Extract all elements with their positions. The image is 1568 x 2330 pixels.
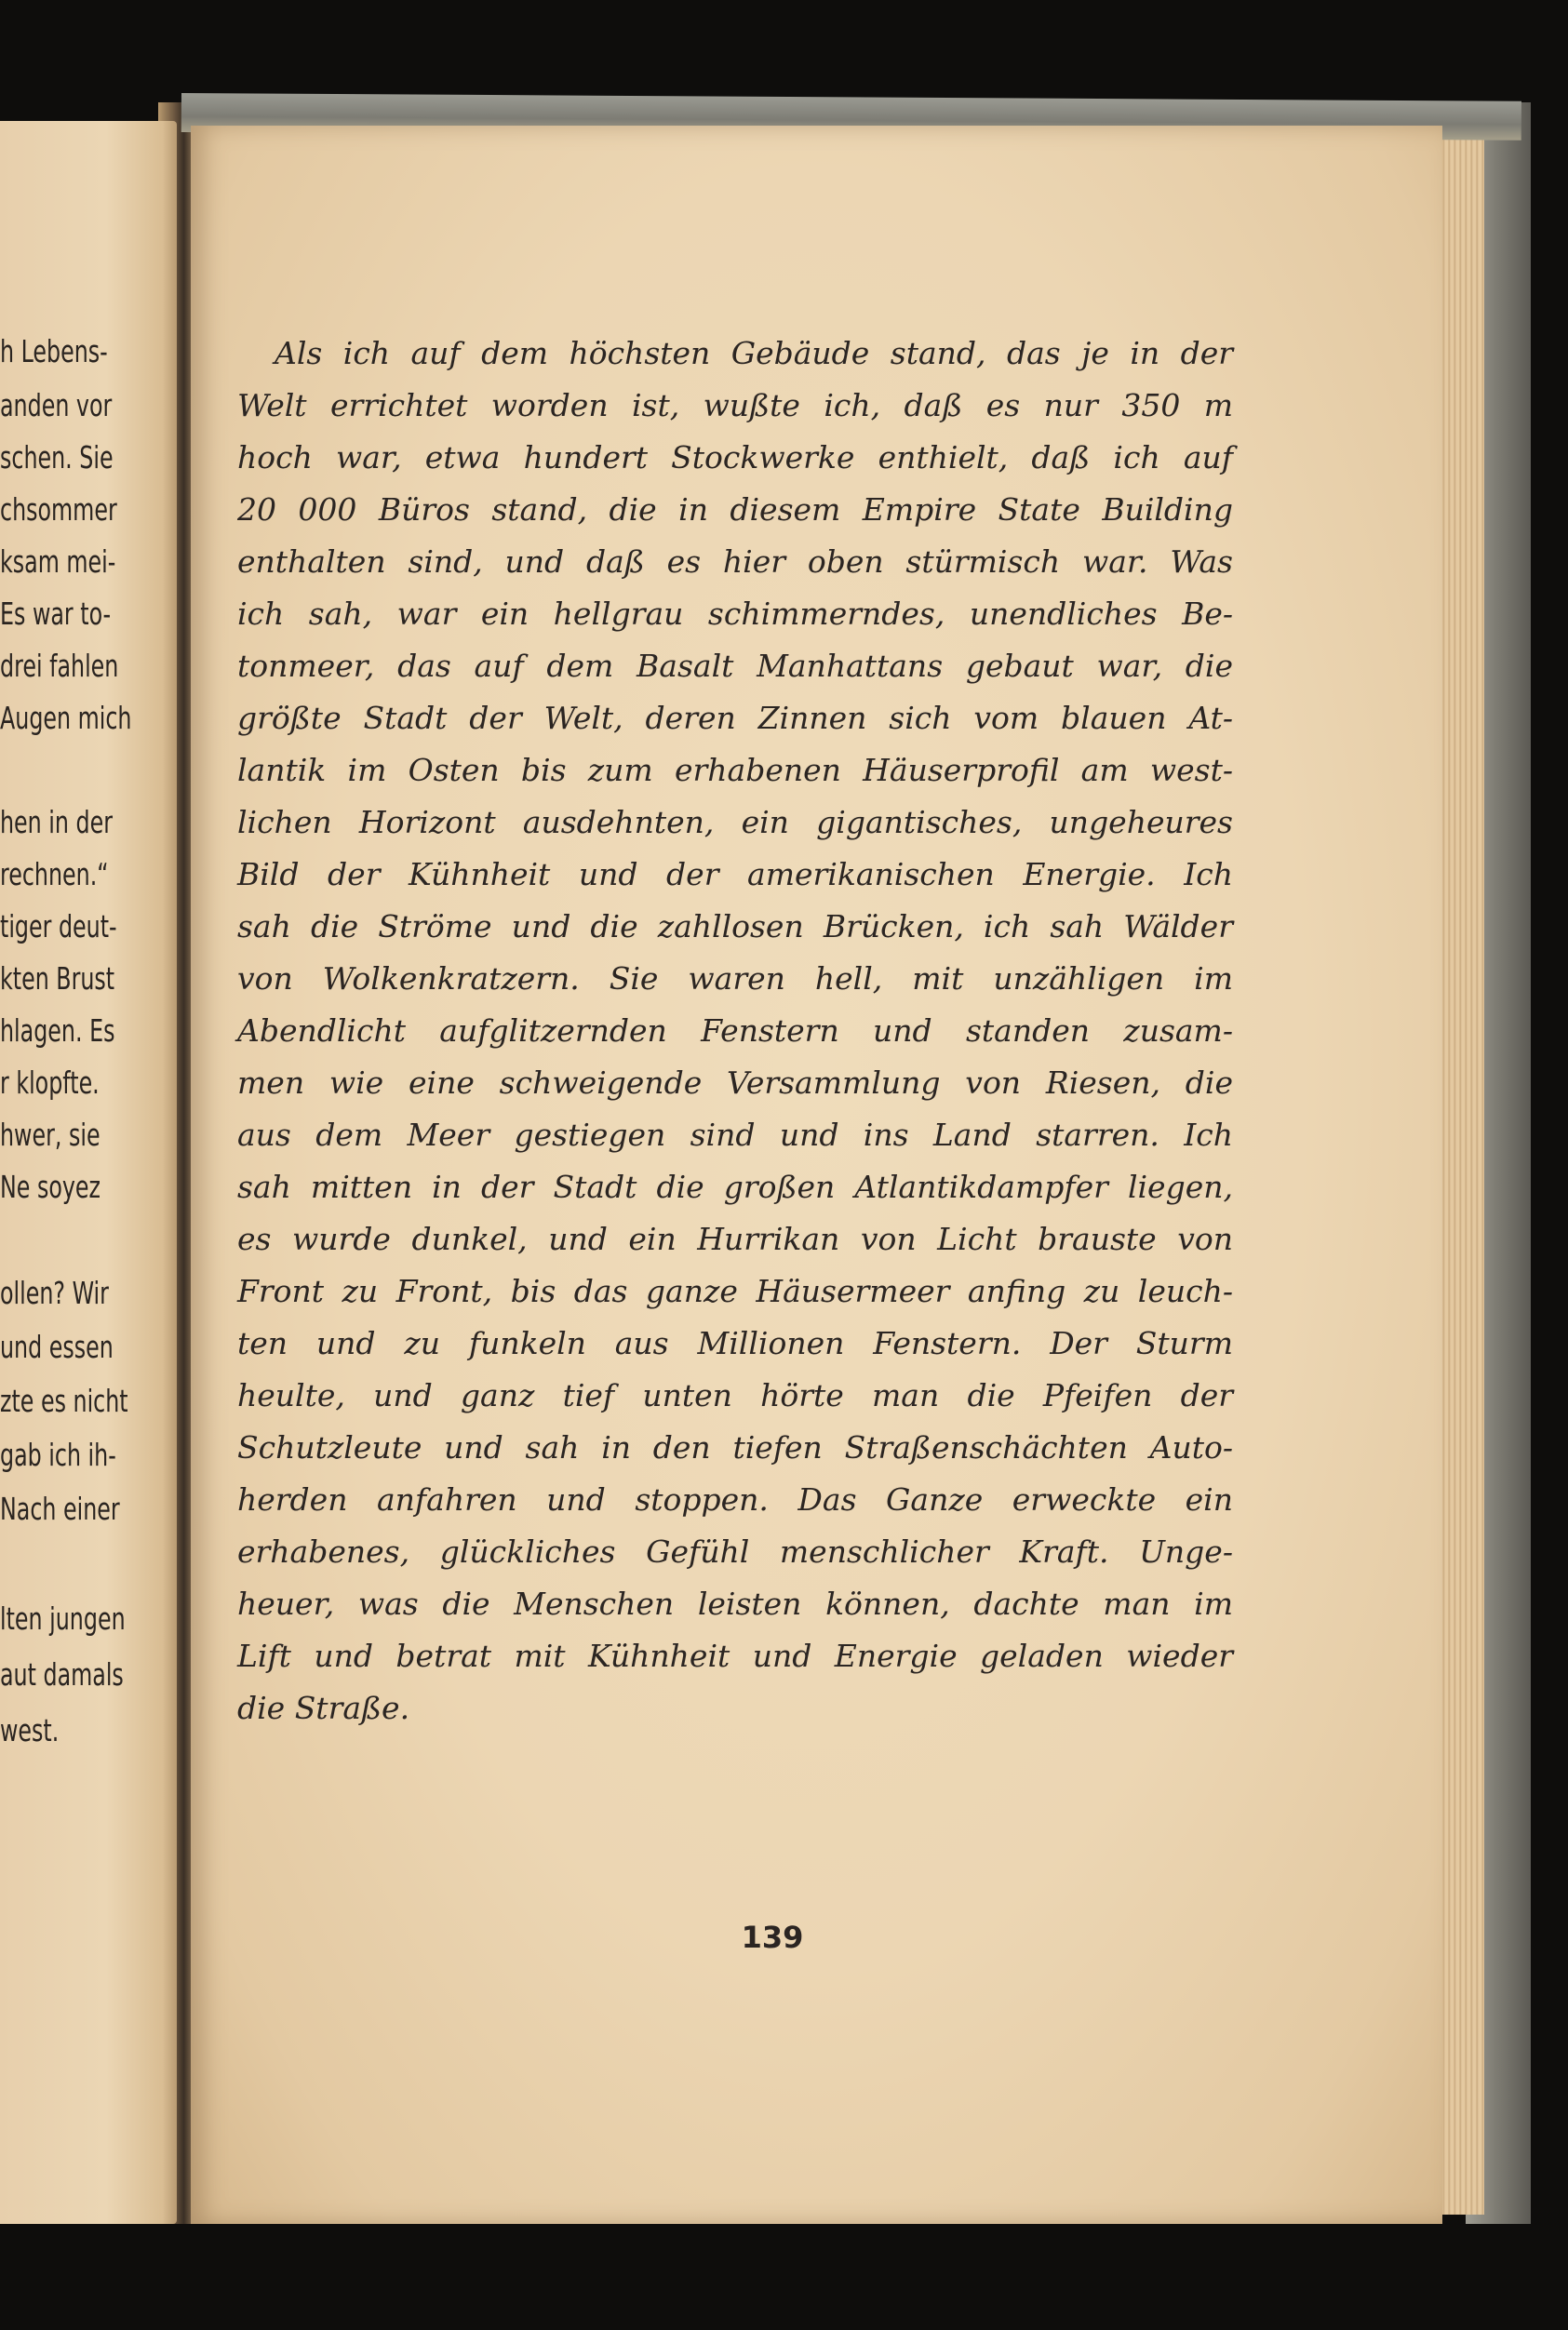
left-page-line: hwer, sie bbox=[0, 1117, 101, 1153]
left-page-line: west. bbox=[0, 1712, 60, 1748]
left-page-line: zte es nicht bbox=[0, 1383, 128, 1419]
left-page-line: tiger deut- bbox=[0, 908, 117, 944]
background-shadow bbox=[0, 2224, 1568, 2330]
text-line: Schutzleute und sah in den tiefen Straßenschächten Auto- bbox=[237, 1429, 1233, 1466]
left-page-line: Ne soyez bbox=[0, 1169, 101, 1205]
left-page-line: r klopfte. bbox=[0, 1065, 100, 1101]
right-page bbox=[191, 126, 1442, 2224]
left-page-line: ksam mei- bbox=[0, 543, 116, 580]
left-page-line: hen in der bbox=[0, 804, 113, 840]
text-line: tonmeer, das auf dem Basalt Manhattans gebaut war, die bbox=[237, 648, 1233, 684]
left-page-line: rechnen.“ bbox=[0, 856, 109, 892]
text-line: lantik im Osten bis zum erhabenen Häuserprofil am west- bbox=[237, 752, 1233, 788]
left-page-line: Es war to- bbox=[0, 596, 112, 632]
left-page-line: gab ich ih- bbox=[0, 1437, 116, 1473]
left-page-line: Nach einer bbox=[0, 1491, 120, 1527]
left-page-line: hlagen. Es bbox=[0, 1012, 115, 1049]
text-line: hoch war, etwa hundert Stockwerke enthielt, daß ich auf bbox=[237, 439, 1233, 475]
left-page-line: und essen bbox=[0, 1329, 114, 1365]
text-line: größte Stadt der Welt, deren Zinnen sich vom blauen At- bbox=[237, 700, 1233, 736]
text-line: Welt errichtet worden ist, wußte ich, daß es nur 350 m bbox=[237, 387, 1233, 423]
text-line: 20 000 Büros stand, die in diesem Empire State Building bbox=[237, 491, 1233, 528]
text-line: sah die Ströme und die zahllosen Brücken, ich sah Wälder bbox=[237, 908, 1233, 944]
text-line: heuer, was die Menschen leisten können, dachte man im bbox=[237, 1586, 1233, 1622]
text-line: die Straße. bbox=[237, 1690, 410, 1726]
text-line: ten und zu funkeln aus Millionen Fenstern. Der Sturm bbox=[237, 1325, 1233, 1361]
left-page-line: lten jungen bbox=[0, 1600, 126, 1637]
text-line: Bild der Kühnheit und der amerikanischen Energie. Ich bbox=[237, 856, 1233, 892]
text-line: Front zu Front, bis das ganze Häusermeer anfing zu leuch- bbox=[237, 1273, 1233, 1309]
text-line: erhabenes, glückliches Gefühl menschlicher Kraft. Unge- bbox=[237, 1533, 1233, 1570]
text-line: heulte, und ganz tief unten hörte man die Pfeifen der bbox=[237, 1377, 1233, 1413]
text-line: lichen Horizont ausdehnten, ein gigantisches, ungeheures bbox=[237, 804, 1233, 840]
text-line: Als ich auf dem höchsten Gebäude stand, das je in der bbox=[275, 335, 1233, 371]
body-text bbox=[237, 328, 1233, 1734]
text-line: enthalten sind, und daß es hier oben stürmisch war. Was bbox=[237, 543, 1233, 580]
left-page bbox=[0, 121, 177, 2224]
left-page-line: drei fahlen bbox=[0, 648, 119, 684]
text-line: men wie eine schweigende Versammlung von Riesen, die bbox=[237, 1065, 1233, 1101]
text-line: von Wolkenkratzern. Sie waren hell, mit unzähligen im bbox=[237, 960, 1233, 997]
left-page-line: kten Brust bbox=[0, 960, 115, 997]
page-number: 139 bbox=[741, 1920, 804, 1955]
left-page-line: anden vor bbox=[0, 387, 113, 423]
text-line: es wurde dunkel, und ein Hurrikan von Licht brauste von bbox=[237, 1221, 1233, 1257]
left-page-line: ollen? Wir bbox=[0, 1275, 109, 1311]
text-line: Abendlicht aufglitzernden Fenstern und standen zusam- bbox=[237, 1012, 1233, 1049]
left-page-line: Augen mich bbox=[0, 700, 132, 736]
text-line: herden anfahren und stoppen. Das Ganze erweckte ein bbox=[237, 1481, 1233, 1518]
text-line: sah mitten in der Stadt die großen Atlantikdampfer liegen, bbox=[237, 1169, 1233, 1205]
text-line: Lift und betrat mit Kühnheit und Energie geladen wieder bbox=[237, 1638, 1233, 1674]
left-page-line: aut damals bbox=[0, 1656, 124, 1693]
left-page-line: h Lebens- bbox=[0, 333, 108, 369]
left-page-line: schen. Sie bbox=[0, 439, 114, 475]
text-line: aus dem Meer gestiegen sind und ins Land starren. Ich bbox=[237, 1117, 1233, 1153]
text-line: ich sah, war ein hellgrau schimmerndes, unendliches Be- bbox=[237, 596, 1233, 632]
left-page-line: chsommer bbox=[0, 491, 117, 528]
